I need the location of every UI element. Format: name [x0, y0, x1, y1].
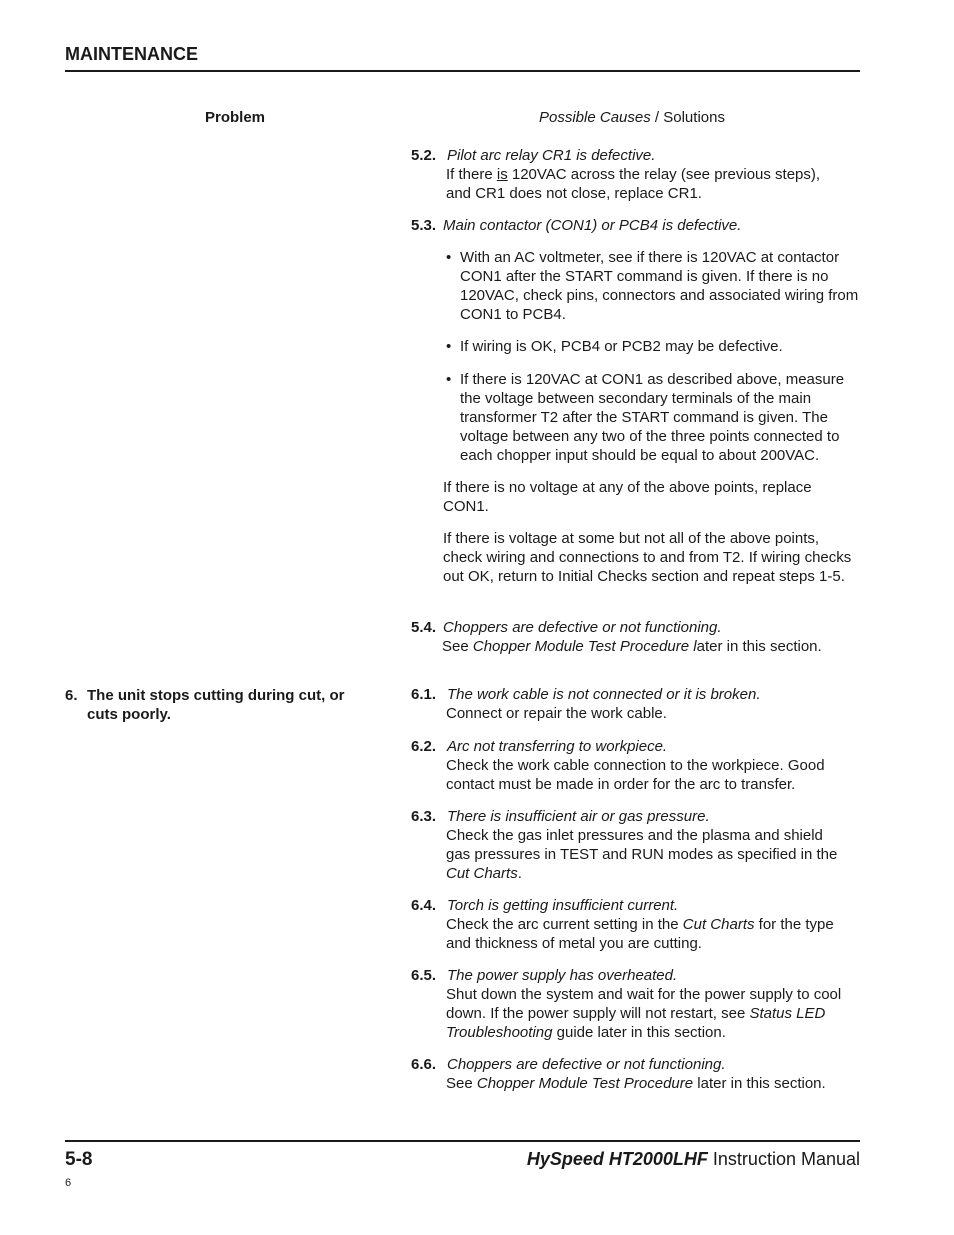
- item-6-2: 6.2. Arc not transferring to workpiece. Check the work cable connection to the workpiece. Good contact must be made in order for the arc to transfer.: [411, 738, 825, 793]
- header-rule: [65, 70, 860, 72]
- bullet-item: • If there is 120VAC at CON1 as described above, measure the voltage between secondary terminals of the main transformer T2 after the START command is given. The voltage between any two of the three points connected to each chopper input should be equal to about 200VAC.: [446, 371, 845, 464]
- paragraph: If there is voltage at some but not all of the above points, check wiring and connections to and from T2. If wiring checks out OK, return to Initial Checks section and repeat steps 1-5.: [443, 530, 852, 585]
- problem-6: 6. The unit stops cutting during cut, or cuts poorly.: [65, 687, 345, 723]
- column-header-causes: Possible Causes / Solutions: [539, 109, 725, 126]
- section-title: MAINTENANCE: [65, 44, 198, 64]
- paragraph: If there is no voltage at any of the above points, replace CON1.: [443, 479, 812, 515]
- item-6-5: 6.5. The power supply has overheated. Shut down the system and wait for the power supply to cool down. If the power supply will not restart, see Status LED Troubleshooting guide later in this section.: [411, 967, 842, 1041]
- item-6-1: 6.1. The work cable is not connected or it is broken. Connect or repair the work cable.: [411, 686, 761, 722]
- item-6-3: 6.3. There is insufficient air or gas pressure. Check the gas inlet pressures and the plasma and shield gas pressures in TEST and RUN modes as specified in the Cut Charts.: [411, 808, 838, 882]
- item-5-3: 5.3. Main contactor (CON1) or PCB4 is defective.: [411, 217, 742, 234]
- page-marker: 6: [65, 1177, 72, 1189]
- column-header-problem: Problem: [205, 109, 266, 126]
- item-5-4: 5.4. Choppers are defective or not functioning. See Chopper Module Test Procedure later in this section.: [411, 619, 822, 655]
- item-6-6: 6.6. Choppers are defective or not functioning. See Chopper Module Test Procedure later in this section.: [411, 1056, 826, 1092]
- manual-title: HySpeed HT2000LHF Instruction Manual: [526, 1149, 860, 1169]
- bullet-item: • With an AC voltmeter, see if there is 120VAC at contactor CON1 after the START command is given. If there is no 120VAC, check pins, connectors and associated wiring from CON1 to PCB4.: [446, 249, 859, 323]
- bullet-item: • If wiring is OK, PCB4 or PCB2 may be defective.: [446, 338, 783, 355]
- page-number: 5-8: [65, 1149, 93, 1170]
- footer-rule: [65, 1140, 860, 1142]
- item-5-2: 5.2. Pilot arc relay CR1 is defective. If there is 120VAC across the relay (see previous steps), and CR1 does not close, replace CR1.: [411, 147, 821, 202]
- item-6-4: 6.4. Torch is getting insufficient current. Check the arc current setting in the Cut Charts for the type and thickness of metal you are cutting.: [411, 897, 834, 952]
